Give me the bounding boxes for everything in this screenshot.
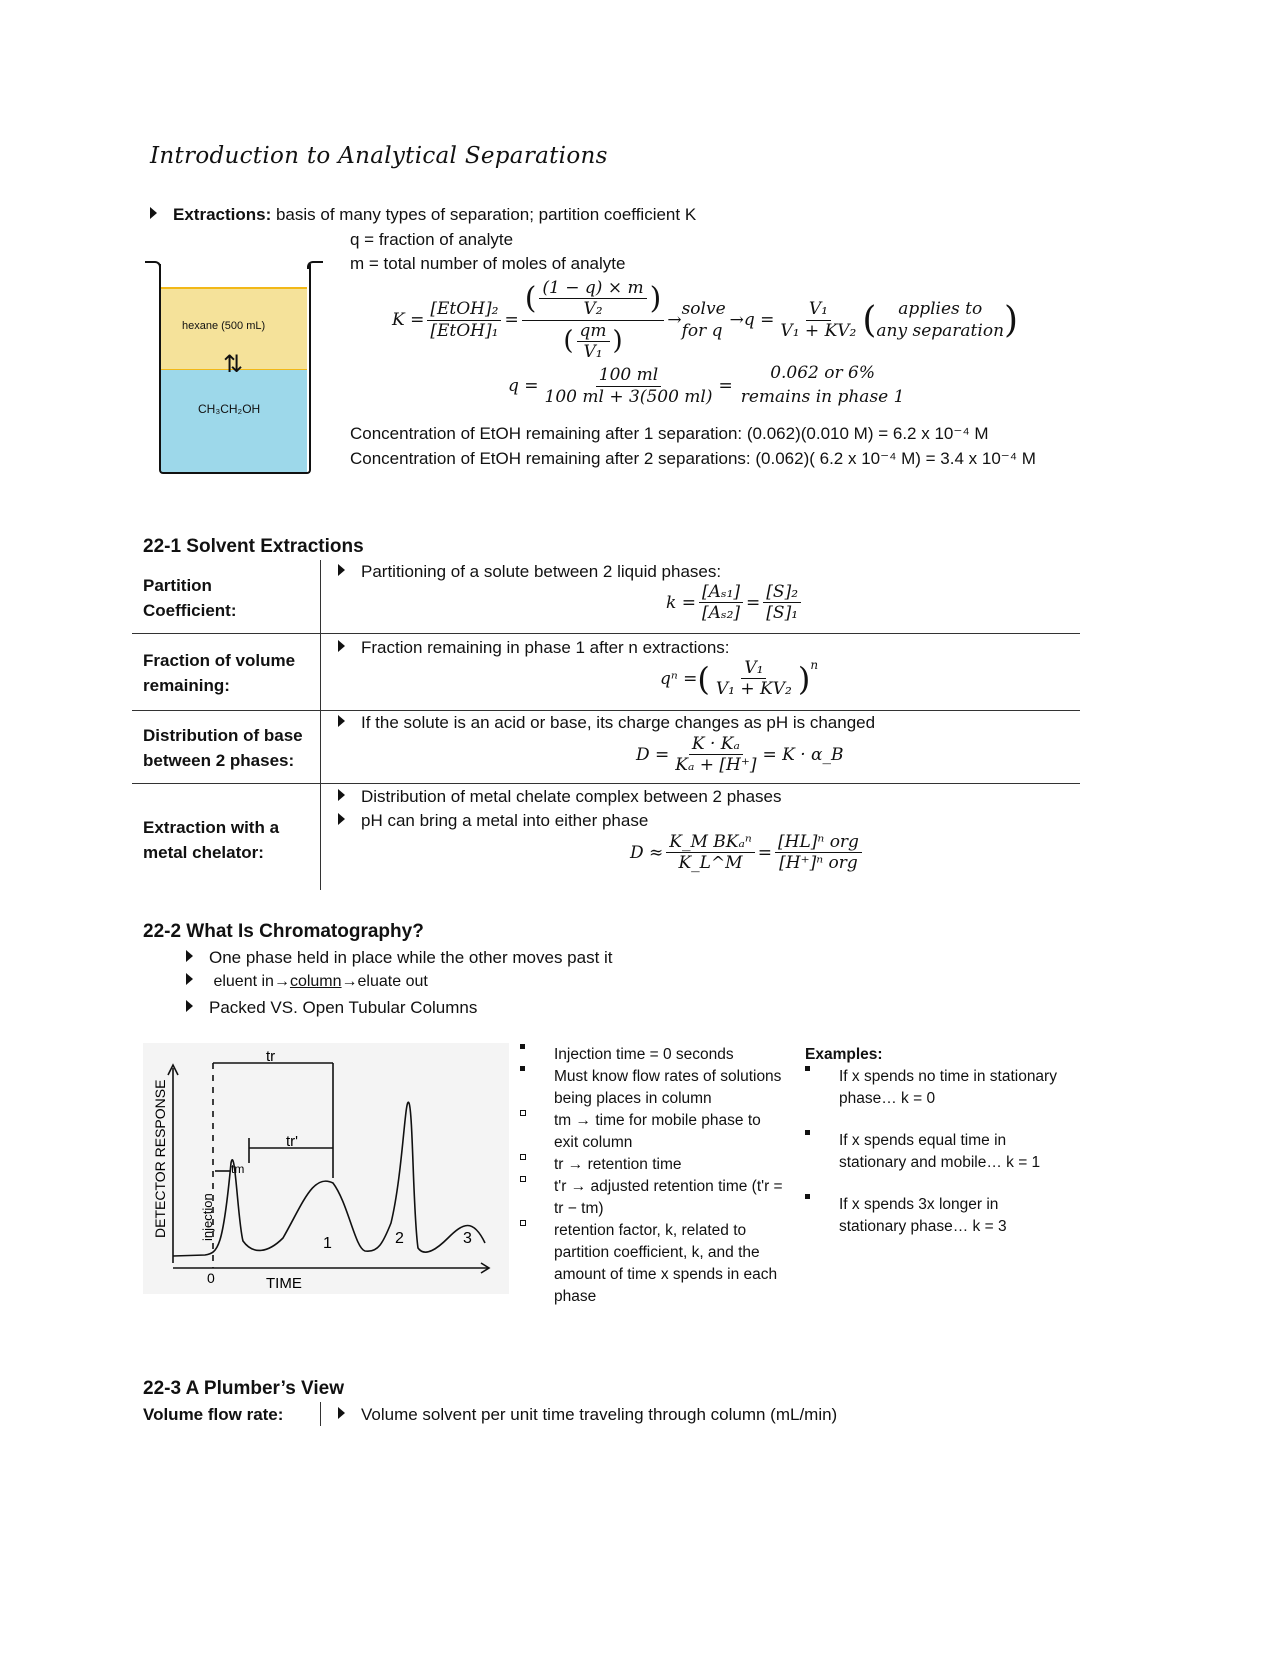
y-axis-label: DETECTOR RESPONSE (152, 1079, 168, 1238)
equilibrium-arrows-icon: ⇅ (223, 351, 244, 378)
row-label-fraction: Fraction of volume remaining: (143, 651, 296, 695)
equals: = (504, 310, 519, 330)
etoh-fraction (427, 299, 501, 341)
eq-k: K = (392, 310, 425, 330)
chromatogram-svg (143, 1043, 509, 1294)
numerator: [EtOH]₂ (427, 299, 501, 320)
beaker-diagram (145, 258, 323, 476)
result-note: remains in phase 1 (740, 387, 905, 407)
q-fraction (542, 365, 716, 407)
chromatography-notes (520, 1044, 785, 1308)
tm-label: tm (231, 1162, 245, 1176)
hexane-label: hexane (500 mL) (182, 320, 266, 332)
injection-label: injection (200, 1193, 215, 1241)
section-heading-22-2: 22-2 What Is Chromatography? (143, 921, 424, 942)
table-divider (320, 560, 321, 890)
row-text: Fraction remaining in phase 1 after n extractions: (338, 638, 730, 658)
compound-fraction: ( $\frac{(1 - q) \times m}{\text{V₂}}$ ) ( $\frac{qm}{\text{V₁}}$ ) (522, 278, 665, 363)
note-text: any separation (876, 321, 1005, 341)
row-text: pH can bring a metal into either phase (338, 811, 648, 831)
q-definition: q = fraction of analyte (350, 230, 514, 249)
partition-equation: K = $\frac{\text{[EtOH]₂}}{\text{[EtOH]₁}}$ = ( $\frac{(1 - q) \times m}{\text{V₂}}$ ) ( $\frac{qm}{\text{V₁}}$ ) → solve for q → q = $\frac{\text{V₁}}{\text{V₁ + KV₂}}$ ( applies to any separation ) (392, 277, 1019, 362)
note-item: Must know flow rates of solutions being places in column (520, 1066, 785, 1110)
row-label-chelator: Extraction with a metal chelator: (143, 818, 280, 862)
examples (805, 1044, 1065, 1238)
example-item: If x spends 3x longer in stationary phase… k = 3 (805, 1194, 1065, 1238)
chromatography-bullet: eluent in→column→eluate out (186, 973, 428, 991)
equals: = (718, 376, 733, 396)
row-text: Distribution of metal chelate complex between 2 phases (338, 787, 782, 807)
extractions-bullet (150, 205, 696, 225)
flow-rate-text: Volume solvent per unit time traveling through column (mL/min) (338, 1405, 837, 1425)
m-definition: m = total number of moles of analyte (350, 254, 626, 273)
bullet-arrow-icon (150, 207, 157, 219)
example-item: If x spends equal time in stationary and mobile… k = 1 (805, 1130, 1065, 1174)
extractions-text: basis of many types of separation; partition coefficient K (271, 205, 697, 224)
q-calculation (508, 360, 904, 412)
fraction-equation: qⁿ = ( $\frac{\text{V₁}}{\text{V₁ + KV₂}}$ ) n (660, 658, 819, 700)
flow-rate-label: Volume flow rate: (143, 1405, 284, 1424)
eq-q: q = (743, 310, 775, 330)
denominator: 100 ml + 3(500 ml) (544, 386, 713, 407)
beaker-lip-left (145, 261, 161, 269)
beaker-lip-right (307, 261, 323, 269)
section-heading-22-1: 22-1 Solvent Extractions (143, 536, 364, 557)
chromatography-bullet: One phase held in place while the other moves past it (186, 948, 613, 968)
row-label-distribution: Distribution of base between 2 phases: (143, 726, 303, 770)
partition-equation: k = $\frac{\text{[Aₛ₁]}}{\text{[Aₛ₂]}}$ = $\frac{\text{[S]₂}}{\text{[S]₁}}$ (666, 582, 804, 624)
concentration-2: Concentration of EtOH remaining after 2 separations: (0.062)( 6.2 x 10⁻⁴ M) = 3.4 x 10⁻⁴ M (350, 449, 1036, 468)
note-item: tr → retention time (520, 1154, 785, 1176)
numerator: V₁ (806, 299, 831, 320)
numerator: qm (577, 321, 610, 342)
q-fraction (777, 299, 859, 341)
chromatogram-trace (173, 1102, 485, 1256)
note-item: tm → time for mobile phase to exit column (520, 1110, 785, 1154)
peak-label: 2 (395, 1230, 404, 1247)
for-q-text: for q (681, 321, 723, 341)
row-text: Partitioning of a solute between 2 liquid phases: (338, 562, 721, 582)
row-label-partition: Partition Coefficient: (143, 576, 237, 620)
note-item: Injection time = 0 seconds (520, 1044, 785, 1066)
denominator: V₁ (583, 341, 603, 362)
table-divider (320, 1402, 321, 1426)
denominator: V₁ + KV₂ (780, 320, 857, 341)
x-axis-label: TIME (266, 1275, 302, 1292)
chelator-equation: D ≈ $\frac{\text{K\_M BKₐⁿ}}{K\_L\^{}M}$ = $\frac{\text{[HL]ⁿ org}}{\text{[H⁺]ⁿ org}}$ (630, 832, 865, 874)
chromatography-bullet: Packed VS. Open Tubular Columns (186, 998, 477, 1018)
row-divider (132, 633, 1080, 634)
examples-heading: Examples: (805, 1046, 883, 1063)
trp-label: tr' (286, 1133, 299, 1150)
row-divider (132, 783, 1080, 784)
chromatogram-figure (143, 1043, 509, 1294)
zero-label: 0 (207, 1270, 215, 1286)
arrow-icon: → (729, 310, 744, 330)
note-item: t'r → adjusted retention time (t'r = tr − tm) (520, 1176, 785, 1220)
numerator: 100 ml (596, 365, 661, 386)
eq-q: q = (508, 376, 539, 396)
arrow-icon: → (667, 310, 682, 330)
row-divider (132, 710, 1080, 711)
ethanol-label: CH₃CH₂OH (198, 402, 261, 416)
section-heading-22-3: 22-3 A Plumber’s View (143, 1378, 344, 1399)
concentration-1: Concentration of EtOH remaining after 1 separation: (0.062)(0.010 M) = 6.2 x 10⁻⁴ M (350, 424, 989, 443)
distribution-equation: D = $\frac{\text{K · Kₐ}}{\text{Kₐ + [H⁺]}}$ = K · α_B (636, 734, 844, 776)
solve-text: solve (681, 298, 726, 319)
result: 0.062 or 6% (770, 363, 875, 384)
example-item: If x spends no time in stationary phase… k = 0 (805, 1066, 1065, 1110)
peak-label: 1 (323, 1235, 332, 1252)
tr-label: tr (266, 1048, 276, 1065)
extractions-label: Extractions: (173, 205, 272, 224)
denominator: V₂ (583, 299, 603, 320)
peak-label: 3 (463, 1230, 472, 1247)
numerator: (1 − q) × m (539, 278, 646, 299)
page-title: Introduction to Analytical Separations (150, 143, 608, 169)
row-text: If the solute is an acid or base, its charge changes as pH is changed (338, 713, 875, 733)
note-text: applies to (898, 298, 983, 319)
denominator: [EtOH]₁ (430, 320, 499, 341)
note-item: retention factor, k, related to partition coefficient, k, and the amount of time x spends in each phase (520, 1220, 785, 1308)
